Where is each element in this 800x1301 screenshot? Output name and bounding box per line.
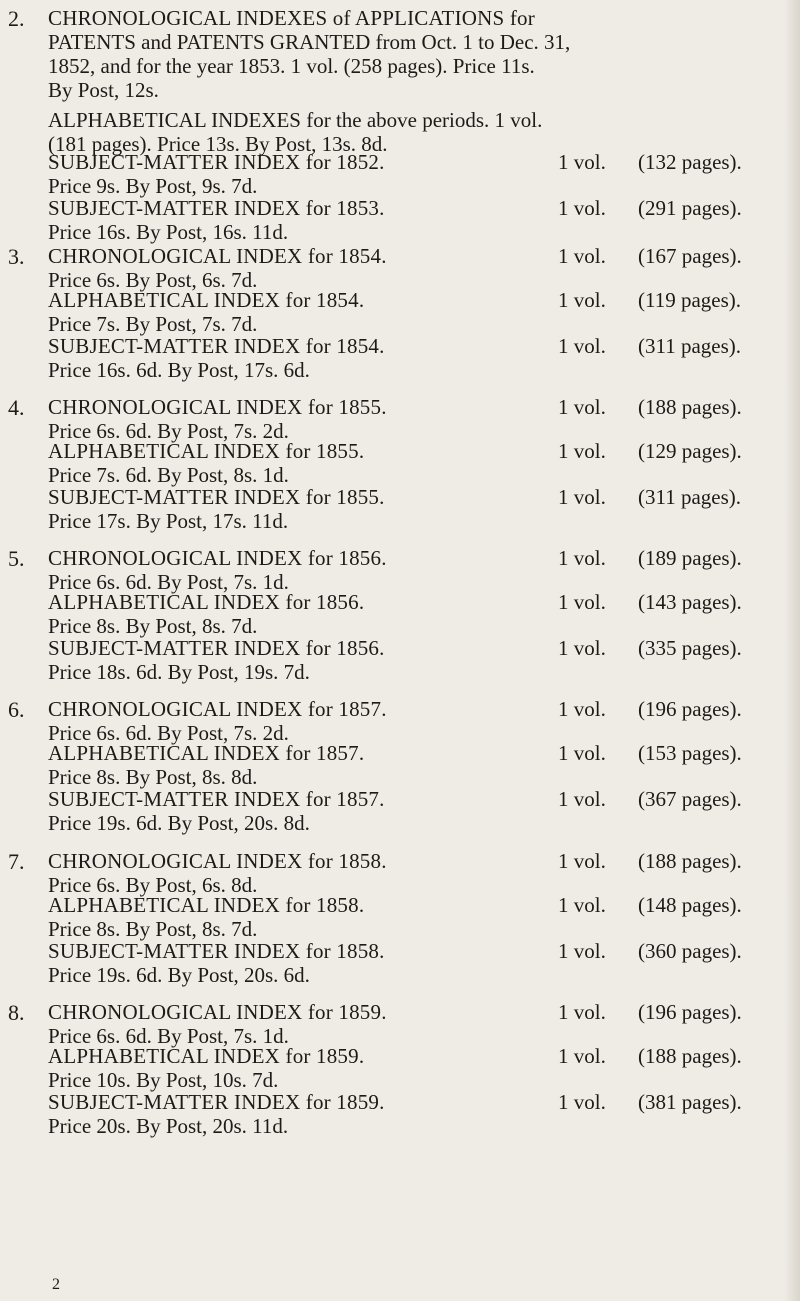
entry-title: ALPHABETICAL INDEX for 1855. — [48, 439, 365, 463]
entry-title: SUBJECT-MATTER INDEX for 1855. — [48, 485, 385, 509]
page-edge — [784, 0, 800, 1301]
entry-title: SUBJECT-MATTER INDEX for 1858. — [48, 939, 385, 963]
entry-head — [48, 697, 748, 721]
entry-price: Price 8s. By Post, 8s. 7d. — [48, 917, 258, 941]
entry-title: SUBJECT-MATTER INDEX for 1859. — [48, 1090, 385, 1114]
index-entry — [48, 590, 748, 638]
entry-price: Price 17s. By Post, 17s. 11d. — [48, 509, 289, 533]
entry-title: CHRONOLOGICAL INDEX for 1855. — [48, 395, 387, 419]
entry-pages: (381 pages). — [638, 1090, 742, 1114]
entry-pages: (188 pages). — [638, 1044, 742, 1068]
index-entry — [48, 244, 748, 292]
entry-volumes: 1 vol. — [558, 939, 606, 963]
entry-volumes: 1 vol. — [558, 1090, 606, 1114]
entry-head — [48, 395, 748, 419]
entry-volumes: 1 vol. — [558, 590, 606, 614]
entry-price: Price 19s. 6d. By Post, 20s. 8d. — [48, 811, 310, 835]
section-number: 7. — [8, 849, 25, 874]
entry-title: SUBJECT-MATTER INDEX for 1854. — [48, 334, 385, 358]
section-number: 6. — [8, 697, 25, 722]
entry-pages: (335 pages). — [638, 636, 742, 660]
entry-price: Price 7s. By Post, 7s. 7d. — [48, 312, 258, 336]
entry-price: Price 6s. By Post, 6s. 7d. — [48, 268, 258, 292]
entry-head — [48, 1000, 748, 1024]
index-entry — [48, 893, 748, 941]
entry-head — [48, 196, 748, 220]
entry-volumes: 1 vol. — [558, 697, 606, 721]
entry-title: SUBJECT-MATTER INDEX for 1857. — [48, 787, 385, 811]
entry-pages: (367 pages). — [638, 787, 742, 811]
entry-volumes: 1 vol. — [558, 787, 606, 811]
entry-head — [48, 1090, 748, 1114]
entry-price: Price 6s. By Post, 6s. 8d. — [48, 873, 258, 897]
intro-line: By Post, 12s. — [48, 78, 159, 102]
entry-volumes: 1 vol. — [558, 485, 606, 509]
page-number: 2 — [52, 1276, 60, 1293]
section-5 — [8, 546, 742, 686]
entry-price: Price 7s. 6d. By Post, 8s. 1d. — [48, 463, 289, 487]
entry-title: ALPHABETICAL INDEX for 1858. — [48, 893, 365, 917]
alphabetical-paragraph — [48, 108, 748, 156]
entry-pages: (143 pages). — [638, 590, 742, 614]
entry-head — [48, 636, 748, 660]
entry-head — [48, 150, 748, 174]
intro-line: 1852, and for the year 1853. 1 vol. (258 pages). Price 11s. — [48, 54, 535, 78]
intro-paragraph — [48, 6, 748, 102]
section-number: 3. — [8, 244, 25, 269]
entry-pages: (119 pages). — [638, 288, 742, 312]
section-7 — [8, 849, 742, 989]
entry-volumes: 1 vol. — [558, 395, 606, 419]
entry-volumes: 1 vol. — [558, 636, 606, 660]
index-entry — [48, 546, 748, 594]
section-8 — [8, 1000, 742, 1140]
section-4 — [8, 395, 742, 535]
entry-price: Price 18s. 6d. By Post, 19s. 7d. — [48, 660, 310, 684]
entry-price: Price 10s. By Post, 10s. 7d. — [48, 1068, 279, 1092]
entry-pages: (189 pages). — [638, 546, 742, 570]
entry-volumes: 1 vol. — [558, 334, 606, 358]
entry-title: CHRONOLOGICAL INDEX for 1856. — [48, 546, 387, 570]
entry-title: ALPHABETICAL INDEX for 1854. — [48, 288, 365, 312]
entry-volumes: 1 vol. — [558, 1044, 606, 1068]
entry-pages: (188 pages). — [638, 395, 742, 419]
entry-pages: (132 pages). — [638, 150, 742, 174]
entry-volumes: 1 vol. — [558, 288, 606, 312]
index-entry — [48, 150, 748, 198]
entry-price: Price 6s. 6d. By Post, 7s. 1d. — [48, 1024, 289, 1048]
entry-head — [48, 741, 748, 765]
section-6 — [8, 697, 742, 837]
entry-pages: (148 pages). — [638, 893, 742, 917]
entry-title: CHRONOLOGICAL INDEX for 1858. — [48, 849, 387, 873]
index-entry — [48, 196, 748, 244]
entry-title: ALPHABETICAL INDEX for 1859. — [48, 1044, 365, 1068]
entry-head — [48, 244, 748, 268]
entry-price: Price 8s. By Post, 8s. 8d. — [48, 765, 258, 789]
section-3 — [8, 244, 742, 384]
entry-price: Price 6s. 6d. By Post, 7s. 2d. — [48, 721, 289, 745]
entry-pages: (360 pages). — [638, 939, 742, 963]
entry-price: Price 16s. 6d. By Post, 17s. 6d. — [48, 358, 310, 382]
entry-volumes: 1 vol. — [558, 150, 606, 174]
index-entry — [48, 849, 748, 897]
entry-title: CHRONOLOGICAL INDEX for 1854. — [48, 244, 387, 268]
entry-title: ALPHABETICAL INDEX for 1857. — [48, 741, 365, 765]
entry-pages: (196 pages). — [638, 697, 742, 721]
entry-title: ALPHABETICAL INDEX for 1856. — [48, 590, 365, 614]
entry-volumes: 1 vol. — [558, 741, 606, 765]
entry-head — [48, 485, 748, 509]
entry-volumes: 1 vol. — [558, 439, 606, 463]
entry-head — [48, 590, 748, 614]
entry-volumes: 1 vol. — [558, 849, 606, 873]
entry-head — [48, 546, 748, 570]
entry-price: Price 19s. 6d. By Post, 20s. 6d. — [48, 963, 310, 987]
index-entry — [48, 939, 748, 987]
index-entry — [48, 741, 748, 789]
entry-head — [48, 849, 748, 873]
index-entry — [48, 697, 748, 745]
entry-price: Price 16s. By Post, 16s. 11d. — [48, 220, 289, 244]
entry-volumes: 1 vol. — [558, 244, 606, 268]
alpha-line: ALPHABETICAL INDEXES for the above periods. 1 vol. — [48, 108, 543, 132]
entry-head — [48, 939, 748, 963]
index-entry — [48, 1000, 748, 1048]
entry-pages: (153 pages). — [638, 741, 742, 765]
index-entry — [48, 439, 748, 487]
entry-title: SUBJECT-MATTER INDEX for 1856. — [48, 636, 385, 660]
index-entry — [48, 334, 748, 382]
entry-price: Price 8s. By Post, 8s. 7d. — [48, 614, 258, 638]
entry-head — [48, 1044, 748, 1068]
index-entry — [48, 288, 748, 336]
entry-pages: (311 pages). — [638, 485, 742, 509]
alpha-line: (181 pages). Price 13s. By Post, 13s. 8d. — [48, 132, 388, 156]
entry-head — [48, 439, 748, 463]
section-number: 8. — [8, 1000, 25, 1025]
index-entry — [48, 485, 748, 533]
entry-title: SUBJECT-MATTER INDEX for 1852. — [48, 150, 385, 174]
entry-pages: (129 pages). — [638, 439, 742, 463]
entry-price: Price 6s. 6d. By Post, 7s. 1d. — [48, 570, 289, 594]
intro-line: PATENTS and PATENTS GRANTED from Oct. 1 to Dec. 31, — [48, 30, 571, 54]
entry-title: CHRONOLOGICAL INDEX for 1859. — [48, 1000, 387, 1024]
entry-head — [48, 334, 748, 358]
index-entry — [48, 395, 748, 443]
section-number: 2. — [8, 6, 25, 31]
index-entry — [48, 636, 748, 684]
section-number: 5. — [8, 546, 25, 571]
entry-price: Price 6s. 6d. By Post, 7s. 2d. — [48, 419, 289, 443]
entry-price: Price 20s. By Post, 20s. 11d. — [48, 1114, 289, 1138]
entry-volumes: 1 vol. — [558, 546, 606, 570]
entry-volumes: 1 vol. — [558, 893, 606, 917]
index-entry — [48, 1090, 748, 1138]
entry-volumes: 1 vol. — [558, 1000, 606, 1024]
entry-head — [48, 893, 748, 917]
index-entry — [48, 787, 748, 835]
entry-pages: (311 pages). — [638, 334, 742, 358]
entry-pages: (196 pages). — [638, 1000, 742, 1024]
entry-pages: (167 pages). — [638, 244, 742, 268]
section-number: 4. — [8, 395, 25, 420]
entry-volumes: 1 vol. — [558, 196, 606, 220]
intro-line: CHRONOLOGICAL INDEXES of APPLICATIONS for — [48, 6, 535, 30]
entry-head — [48, 787, 748, 811]
index-entry — [48, 1044, 748, 1092]
entry-title: CHRONOLOGICAL INDEX for 1857. — [48, 697, 387, 721]
entry-price: Price 9s. By Post, 9s. 7d. — [48, 174, 258, 198]
entry-title: SUBJECT-MATTER INDEX for 1853. — [48, 196, 385, 220]
entry-head — [48, 288, 748, 312]
entry-pages: (291 pages). — [638, 196, 742, 220]
entry-pages: (188 pages). — [638, 849, 742, 873]
